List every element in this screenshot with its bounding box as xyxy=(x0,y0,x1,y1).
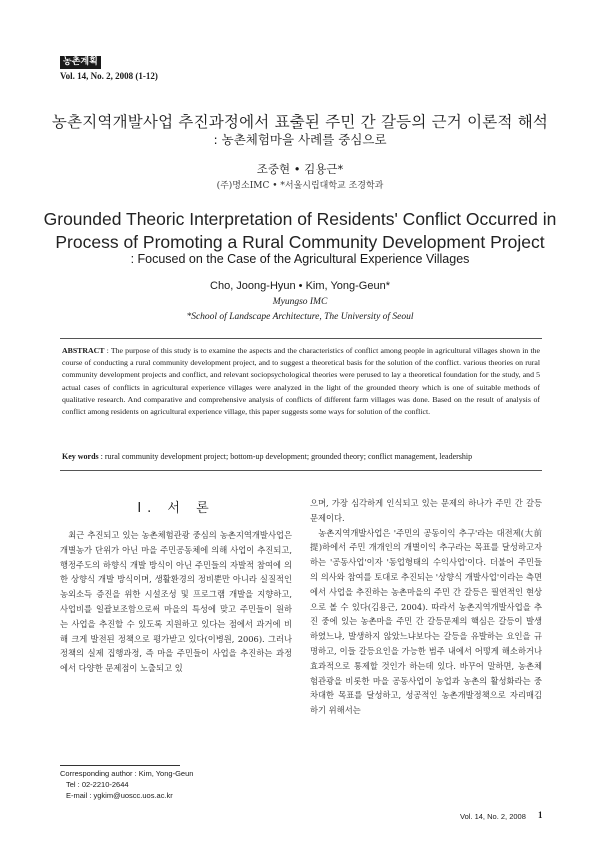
body-paragraph: 최근 추진되고 있는 농촌체험관광 중심의 농촌지역개발사업은 개별농가 단위가 아닌 마을 주민공동체에 의해 사업이 추진되고, 행정주도의 하향식 개발 방식이 아닌 주민들의 자발적 참여에 의한 상향식 개발 방식이며, 생활환경의 정비뿐만 아니라 실질적인 농외소득 증진을 위한 시설조성 및 프로그램 개발을 지향하고, 사업비를 일괄보조함으로써 마을의 특성에 맞고 주민들이 원하는 사업을 추진할 수 있도록 지원하고 있다는 점에서 과거에 비해 크게 발전된 정책으로 평가받고 있다(이병원, 2006). 그러나 정책의 실제 집행과정, 즉 마을 주민들이 사업을 추진하는 과정에서 다양한 문제점이 노출되고 있 xyxy=(60,530,292,674)
abstract-text: : The purpose of this study is to examine the aspects and the characteristics of conflict among people in agricultural villages shown in the course of conducting a rural community development project, and to suggest a theoretical basis for the solution of the conflict. various theories on rural community development projects and conflict, and relevant sociopsychological theories were perused to lay a theoretical foundation for the study, and 5 actual cases of conflicts in agricultural experience villages were analyzed in the light of the grounded theory which is one of suitable methods of qualitative research. And comparative and comprehensive analysis of conflicts of different farm villages was done. Based on the result of analysis of conflict among residents on agricultural experience village, this paper suggests some ways for solution of the conflict. xyxy=(62,346,540,417)
body-right-column xyxy=(310,496,542,718)
abstract-top-rule xyxy=(60,338,542,339)
body-paragraph: 으며, 가장 심각하게 인식되고 있는 문제의 하나가 주민 간 갈등문제이다. xyxy=(310,498,542,523)
page-number: 1 xyxy=(538,810,543,820)
footnote xyxy=(60,768,193,801)
english-title-line1: Grounded Theoric Interpretation of Residents' Conflict Occurred in xyxy=(43,209,557,229)
footnote-rule xyxy=(60,765,180,766)
footnote-email: E-mail : ygkim@uoscc.uos.ac.kr xyxy=(66,791,173,800)
english-subtitle: : Focused on the Case of the Agricultural Experience Villages xyxy=(130,252,470,266)
volume-line: Vol. 14, No. 2, 2008 (1-12) xyxy=(60,71,158,81)
keywords xyxy=(62,452,540,461)
english-affiliation-2: *School of Landscape Architecture, The University of Seoul xyxy=(186,312,414,322)
body-left-column xyxy=(60,528,292,676)
body-paragraph: 농촌지역개발사업은 '주민의 공동이익 추구'라는 대전제(大前提)하에서 주민 개개인의 개별이익 추구라는 목표를 달성하고자 하는 '공동사업'이자 '동업형태의 수익사업'이다. 더불어 주민들의 의사와 참여를 토대로 추진되는 '상향식 개발사업'이라는 측면에서 사업을 추진하는 농촌마을의 주민 간 갈등은 필연적인 현상으로 볼 수 있다(김용근, 2004). 따라서 농촌지역개발사업을 추진 중에 있는 농촌마을 주민 간 갈등문제의 핵심은 갈등이 발생하였느냐, 발생하지 않았느냐보다는 갈등을 유발하는 요인을 규명하고, 이들 갈등요인을 가능한 범주 내에서 어떻게 해소하거나 효과적으로 통제할 것인가 하는데 있다. 바꾸어 말하면, 농촌체험관광을 비롯한 마을 공동사업이 농업과 농촌의 활성화라는 중차대한 목표를 달성하고, 성공적인 농촌개발정책으로 자리매김하기 위해서는 xyxy=(310,527,542,716)
korean-subtitle: : 농촌체험마을 사례를 중심으로 xyxy=(213,132,387,147)
keywords-text: : rural community development project; bottom-up development; grounded theory; conflict management, leadership xyxy=(98,452,473,461)
english-title-line2: Process of Promoting a Rural Community Development Project xyxy=(55,232,545,252)
footnote-author: Corresponding author : Kim, Yong-Geun xyxy=(60,769,194,778)
section-heading: I. 서 론 xyxy=(137,501,215,516)
korean-authors: 조중현 • 김용근* xyxy=(256,162,344,176)
journal-badge: 농촌계획 xyxy=(60,56,101,69)
abstract-bottom-rule xyxy=(60,470,542,471)
footnote-tel: Tel : 02-2210-2644 xyxy=(66,780,129,789)
english-authors: Cho, Joong-Hyun • Kim, Yong-Geun* xyxy=(210,280,390,292)
keywords-label: Key words xyxy=(62,452,99,461)
footer-journal-ref: Vol. 14, No. 2, 2008 xyxy=(460,812,526,821)
abstract xyxy=(62,345,540,418)
korean-affiliation: (주)명소IMC • *서울시립대학교 조경학과 xyxy=(216,181,384,191)
korean-title: 농촌지역개발사업 추진과정에서 표출된 주민 간 갈등의 근거 이론적 해석 xyxy=(51,113,549,131)
abstract-label: ABSTRACT xyxy=(62,346,105,355)
english-affiliation-1: Myungso IMC xyxy=(272,297,328,307)
